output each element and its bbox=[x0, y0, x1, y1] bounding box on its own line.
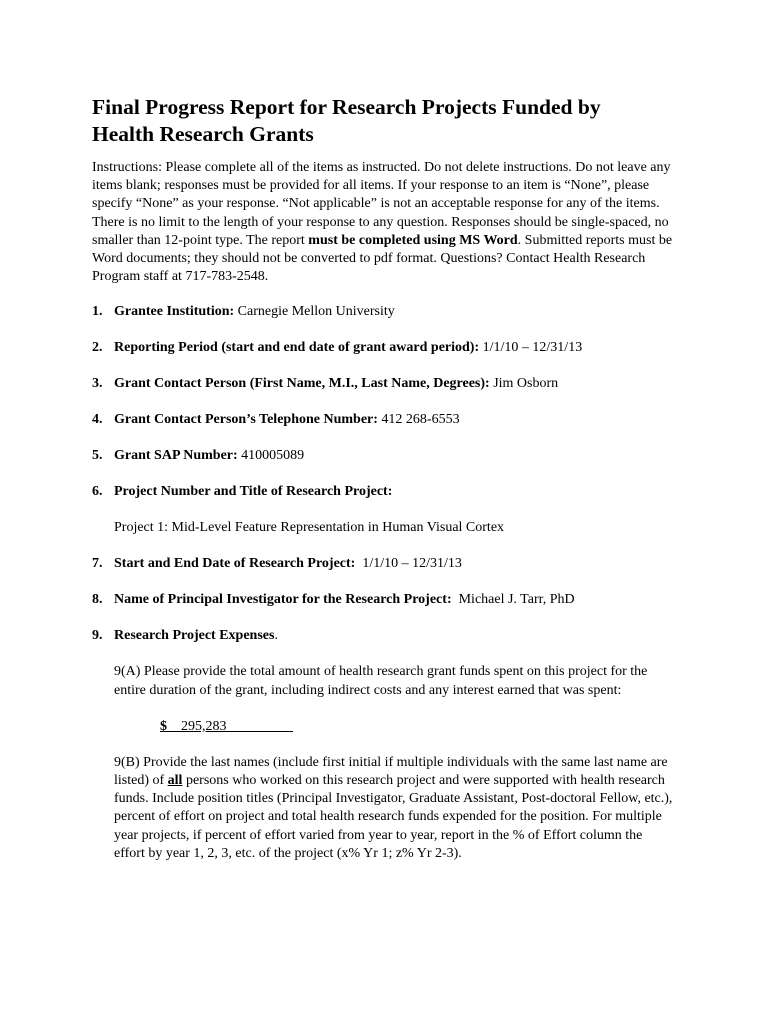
item-project-expenses bbox=[92, 627, 674, 645]
dollar-sign: $ bbox=[160, 718, 167, 734]
item-label: Name of Principal Investigator for the Research Project: bbox=[114, 592, 452, 608]
section-9b-text-2: persons who worked on this research project and were supported with health research funds. Include position titles (Principal Investigator, Graduate Assistant, Post-doctoral Fellow, etc.), percent of effort on project and total health research funds expended for the position. For multiple year projects, if percent of effort varied from year to year, report in the % of Effort column the effort by year 1, 2, 3, etc. of the project (x% Yr 1; z% Yr 2-3). bbox=[114, 773, 673, 861]
instructions-text-2: . Submitted reports must be Word documents; they should not be converted to pdf format. Questions? Contact Health Research Program staff at 717-783-2548. bbox=[92, 232, 673, 285]
item-number: 8. bbox=[92, 592, 103, 608]
instructions-paragraph bbox=[92, 159, 674, 286]
item-number: 1. bbox=[92, 304, 103, 320]
item-label: Grant SAP Number: bbox=[114, 448, 238, 464]
instructions-emphasis: must be completed using MS Word bbox=[308, 232, 518, 248]
item-value: 1/1/10 – 12/31/13 bbox=[355, 556, 462, 572]
item-number: 9. bbox=[92, 628, 103, 644]
item-contact-person bbox=[92, 375, 674, 393]
item-number: 2. bbox=[92, 340, 103, 356]
item-value: 1/1/10 – 12/31/13 bbox=[479, 340, 583, 356]
section-9b-emphasis: all bbox=[167, 773, 183, 789]
item-reporting-period bbox=[92, 339, 674, 357]
item-number: 7. bbox=[92, 556, 103, 572]
section-9b-text-1: 9(B) Provide the last names (include first initial if multiple individuals with the same last name are listed) of bbox=[114, 754, 668, 789]
item-value: 410005089 bbox=[237, 448, 305, 464]
item-grantee-institution bbox=[92, 303, 674, 321]
total-amount-value: 295,283 bbox=[167, 718, 293, 734]
item-label: Reporting Period (start and end date of grant award period): bbox=[114, 340, 480, 356]
project-title-value: Project 1: Mid-Level Feature Representation in Human Visual Cortex bbox=[114, 520, 505, 536]
item-number: 3. bbox=[92, 376, 103, 392]
item-label: Research Project Expenses bbox=[114, 628, 275, 644]
item-value: Jim Osborn bbox=[489, 376, 559, 392]
item-value: . bbox=[274, 628, 278, 644]
item-number: 6. bbox=[92, 484, 103, 500]
item-value: Michael J. Tarr, PhD bbox=[451, 592, 575, 608]
page-title: Final Progress Report for Research Projects Funded by Health Research Grants bbox=[92, 95, 601, 146]
item-sap-number bbox=[92, 447, 674, 465]
item-label: Project Number and Title of Research Project: bbox=[114, 484, 393, 500]
item-number: 5. bbox=[92, 448, 103, 464]
instructions-text-1: Instructions: Please complete all of the items as instructed. Do not delete instructions. Do not leave any items blank; responses must be provided for all items. If your response to an item is “None”, please specify “None” as your response. “Not applicable” is not an acceptable response for any of the items. There is no limit to the length of your response to any question. Responses should be single-spaced, no smaller than 12-point type. The report bbox=[92, 160, 671, 248]
item-number: 4. bbox=[92, 412, 103, 428]
item-contact-phone bbox=[92, 411, 674, 429]
item-label: Grant Contact Person’s Telephone Number: bbox=[114, 412, 378, 428]
item-principal-investigator bbox=[92, 591, 674, 609]
section-9a-text: 9(A) Please provide the total amount of health research grant funds spent on this project for the entire duration of the grant, including indirect costs and any interest earned that was spent: bbox=[114, 664, 648, 698]
item-value: Carnegie Mellon University bbox=[234, 304, 395, 320]
item-label: Grantee Institution: bbox=[114, 304, 235, 320]
item-value: 412 268-6553 bbox=[377, 412, 460, 428]
section-9b-text bbox=[114, 754, 674, 863]
item-label: Grant Contact Person (First Name, M.I., Last Name, Degrees): bbox=[114, 376, 490, 392]
item-project-title bbox=[92, 483, 674, 501]
total-amount-field[interactable] bbox=[160, 718, 674, 736]
item-project-dates bbox=[92, 555, 674, 573]
item-label: Start and End Date of Research Project: bbox=[114, 556, 356, 572]
